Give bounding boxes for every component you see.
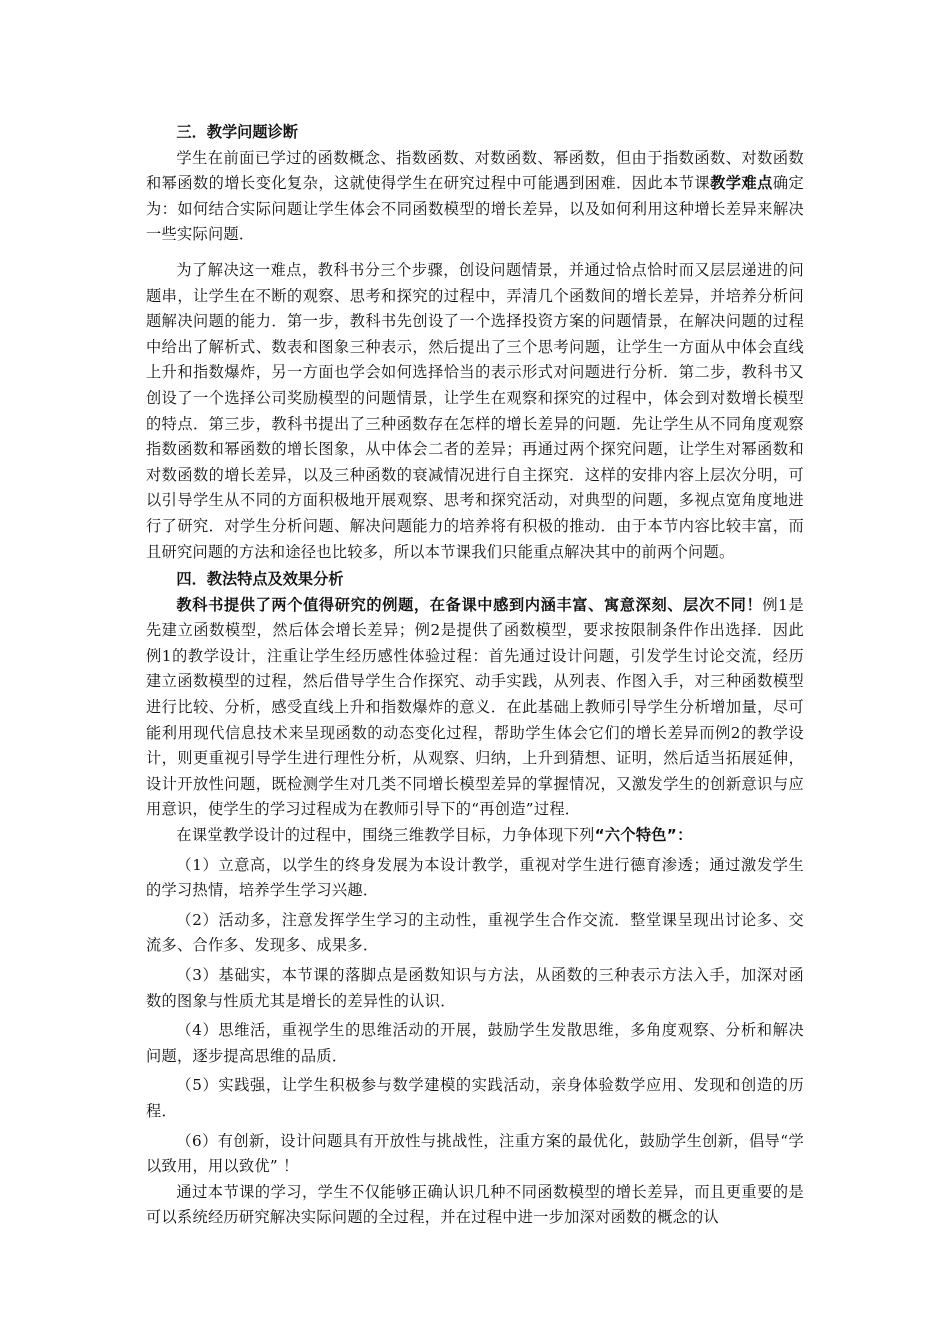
section-4-paragraph-2 (146, 823, 804, 849)
section-3-paragraph-2: 为了解决这一难点，教科书分三个步骤，创设问题情景，并通过恰点恰时而又层层递进的问题串，让学生在不断的观察、思考和探究的过程中，弄清几个函数间的增长差异，并培养分析问题解决问题的能力．第一步，教科书先创设了一个选择投资方案的问题情景，在解决问题的过程中给出了解析式、数表和图象三种表示，然后提出了三个思考问题，让学生一方面从中体会直线上升和指数爆炸，另一方面也学会如何选择恰当的表示形式对问题进行分析．第二步，教科书又创设了一个选择公司奖励模型的问题情景，让学生在观察和探究的过程中，体会到对数增长模型的特点．第三步，教科书提出了三种函数存在怎样的增长差异的问题．先让学生从不同角度观察指数函数和幂函数的增长图象，从中体会二者的差异；再通过两个探究问题，让学生对幂函数和对数函数的增长差异，以及三种函数的衰减情况进行自主探究．这样的安排内容上层次分明，可以引导学生从不同的方面积极地开展观察、思考和探究活动，对典型的问题，多视点宽角度地进行了研究．对学生分析问题、解决问题能力的培养将有积极的推动．由于本节内容比较丰富，而且研究问题的方法和途径也比较多，所以本节课我们只能重点解决其中的前两个问题。 (146, 260, 804, 561)
section-4-p2-text: 在课堂教学设计的过程中，围绕三维教学目标，力争体现下列 (176, 826, 595, 845)
section-3-heading: 三．教学问题诊断 (176, 123, 298, 141)
feature-item-6: （6）有创新，设计问题具有开放性与挑战性，注重方案的最优化，鼓励学生创新，倡导“学以致用，用以致优” ！ (146, 1131, 804, 1176)
feature-item-4: （4）思维活，重视学生的思维活动的开展，鼓励学生发散思维，多角度观察、分析和解决问题，逐步提高思维的品质． (146, 1021, 804, 1065)
section-4-paragraph-1 (146, 593, 804, 823)
section-3-paragraph-1 (146, 146, 804, 248)
section-4-paragraph-final: 通过本节课的学习，学生不仅能够正确认识几种不同函数模型的增长差异，而且更重要的是可以系统经历研究解决实际问题的全过程，并在过程中进一步加深对函数的概念的认 (146, 1182, 804, 1227)
section-4-p1-emphasis: 教科书提供了两个值得研究的例题，在备课中感到内涵丰富、寓意深刻、层次不同！ (176, 595, 763, 614)
section-4-p2-emphasis: “六个特色”： (594, 826, 693, 845)
feature-item-5: （5）实践强，让学生积极参与数学建模的实践活动，亲身体验数学应用、发现和创造的历程． (146, 1076, 804, 1120)
feature-item-2: （2）活动多，注意发挥学生学习的主动性，重视学生合作交流．整堂课呈现出讨论多、交流多、合作多、发现多、成果多． (146, 910, 804, 955)
feature-item-1: （1）立意高，以学生的终身发展为本设计教学，重视对学生进行德育渗透；通过激发学生的学习热情，培养学生学习兴趣． (146, 855, 804, 900)
section-3-p1-text-c: 确定为：如何结合实际问题让学生体会不同函数模型的增长差异，以及如何利用这种增长差异来解决一些实际问题． (146, 174, 804, 244)
feature-item-3: （3）基础实，本节课的落脚点是函数知识与方法，从函数的三种表示方法入手，加深对函数的图象与性质尤其是增长的差异性的认识． (146, 966, 804, 1010)
section-4-heading: 四．教法特点及效果分析 (176, 570, 344, 589)
section-3-p1-emphasis: 教学难点 (710, 174, 773, 193)
section-4-p1-text: 例1是先建立函数模型，然后体会增长差异；例2是提供了函数模型，要求按限制条件作出选择．因此例1的教学设计，注重让学生经历感性体验过程：首先通过设计问题，引发学生讨论交流，经历建立函数模型的过程，然后借导学生合作探究、动手实践，从列表、作图入手，对三种函数模型进行比较、分析，感受直线上升和指数爆炸的意义．在此基础上教师引导学生分析增加量，尽可能利用现代信息技术来呈现函数的动态变化过程，帮助学生体会它们的增长差异而例2的教学设计，则更重视引导学生进行理性分析，从观察、归纳，上升到猜想、证明，然后适当拓展延伸，设计开放性问题，既检测学生对几类不同增长模型差异的掌握情况，又激发学生的创新意识与应用意识，使学生的学习过程成为在教师引导下的“再创造”过程． (146, 595, 804, 819)
section-3-p1-text-a: 学生在前面已学过的函数概念、指数函数、对数函数、幂函数，但由于指数函数、对数函数和幂函数的增长变化复杂，这就使得学生在研究过程中可能遇到困难．因此本节课 (146, 148, 804, 193)
